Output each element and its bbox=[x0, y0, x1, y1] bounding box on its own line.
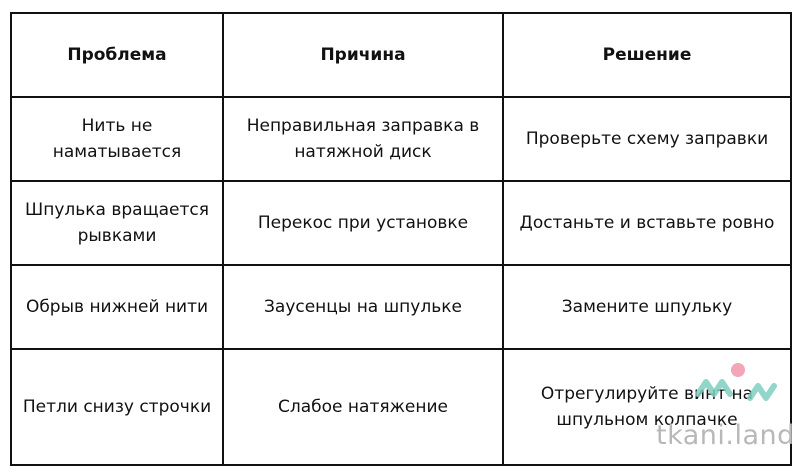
cell-cause: Заусенцы на шпульке bbox=[223, 265, 503, 349]
cell-problem: Петли снизу строчки bbox=[11, 349, 223, 465]
header-solution: Решение bbox=[503, 13, 791, 97]
logo-wave-icon bbox=[698, 382, 730, 394]
table-row bbox=[11, 97, 791, 181]
header-cause: Причина bbox=[223, 13, 503, 97]
cell-problem: Обрыв нижней нити bbox=[11, 265, 223, 349]
watermark-text: tkani.land bbox=[656, 420, 795, 451]
header-problem: Проблема bbox=[11, 13, 223, 97]
cell-solution: Отрегулируйте винт на шпульном колпачке bbox=[503, 349, 791, 465]
cell-solution: Проверьте схему заправки bbox=[503, 97, 791, 181]
logo-wave-icon bbox=[750, 386, 774, 398]
cell-problem: Шпулька вращается рывками bbox=[11, 181, 223, 265]
cell-solution: Замените шпульку bbox=[503, 265, 791, 349]
cell-cause: Слабое натяжение bbox=[223, 349, 503, 465]
table-row bbox=[11, 181, 791, 265]
cell-problem: Нить не наматывается bbox=[11, 97, 223, 181]
cell-solution: Достаньте и вставьте ровно bbox=[503, 181, 791, 265]
table-row bbox=[11, 265, 791, 349]
cell-cause: Перекос при установке bbox=[223, 181, 503, 265]
logo-dot-icon bbox=[731, 363, 745, 377]
cell-cause: Неправильная заправка в натяжной диск bbox=[223, 97, 503, 181]
table-header-row bbox=[11, 13, 791, 97]
